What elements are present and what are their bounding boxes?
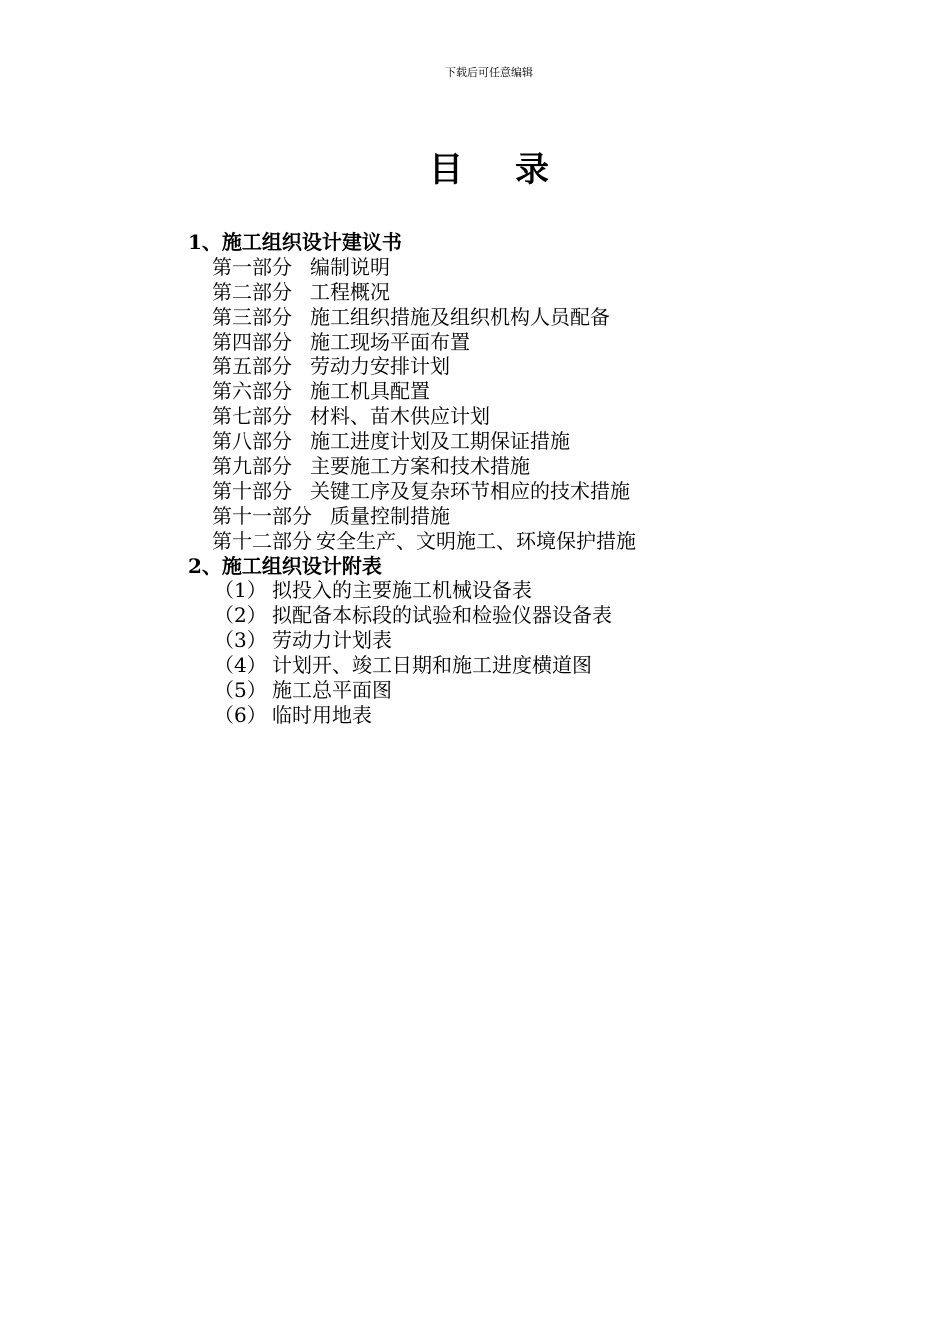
toc-item-text: 施工总平面图 — [272, 678, 392, 703]
toc-section-heading-1: 1、施工组织设计建议书 — [188, 230, 402, 254]
toc-item-text: 工程概况 — [310, 279, 390, 304]
toc-item-part-12 — [188, 529, 888, 554]
toc-item-label: 第七部分 — [212, 404, 292, 429]
toc-item-label: 第一部分 — [212, 254, 292, 279]
toc-item-label: （2） — [214, 603, 267, 628]
toc-item-text: 质量控制措施 — [330, 503, 450, 528]
toc-item-text: 主要施工方案和技术措施 — [310, 454, 530, 479]
toc-item-label: （6） — [214, 702, 267, 727]
toc-item-label: 第八部分 — [212, 429, 292, 454]
toc-item-label: 第五部分 — [212, 354, 292, 379]
toc-item-part-4 — [188, 330, 888, 355]
toc-item-part-3 — [188, 305, 888, 330]
toc-item-text: 编制说明 — [310, 254, 390, 279]
toc-item-table-1 — [188, 578, 888, 603]
toc-item-label: （5） — [214, 678, 267, 703]
toc-item-table-5 — [188, 678, 888, 703]
toc-item-text: 拟投入的主要施工机械设备表 — [272, 578, 532, 603]
toc-item-text: 劳动力安排计划 — [310, 354, 450, 379]
toc-item-part-7 — [188, 404, 888, 429]
toc-section-heading-2: 2、施工组织设计附表 — [188, 553, 382, 578]
toc-item-label: 第九部分 — [212, 454, 292, 479]
toc-item-label: （3） — [214, 628, 267, 653]
toc-item-text: 安全生产、文明施工、环境保护措施 — [316, 528, 636, 553]
toc-item-label: 第四部分 — [212, 329, 292, 354]
toc-item-label: 第六部分 — [212, 379, 292, 404]
toc-item-label: 第十部分 — [212, 478, 292, 503]
toc-item-label: （4） — [214, 653, 267, 678]
page-title: 目录 — [429, 150, 601, 190]
table-of-contents — [188, 230, 888, 728]
toc-item-text: 拟配备本标段的试验和检验仪器设备表 — [272, 603, 612, 628]
toc-item-label: （1） — [214, 578, 267, 603]
toc-item-text: 施工组织措施及组织机构人员配备 — [310, 304, 610, 329]
toc-item-table-4 — [188, 653, 888, 678]
toc-item-part-11 — [188, 504, 888, 529]
toc-item-table-2 — [188, 603, 888, 628]
toc-item-table-6 — [188, 703, 888, 728]
toc-item-part-1 — [188, 255, 888, 280]
toc-item-part-10 — [188, 479, 888, 504]
toc-item-part-6 — [188, 379, 888, 404]
toc-item-label: 第二部分 — [212, 279, 292, 304]
toc-item-part-9 — [188, 454, 888, 479]
toc-item-label: 第三部分 — [212, 304, 292, 329]
header-note: 下载后可任意编辑 — [445, 66, 533, 79]
toc-item-label: 第十一部分 — [212, 503, 312, 528]
toc-item-part-8 — [188, 429, 888, 454]
toc-item-text: 临时用地表 — [272, 702, 372, 727]
toc-item-text: 关键工序及复杂环节相应的技术措施 — [310, 478, 630, 503]
toc-item-part-2 — [188, 280, 888, 305]
toc-item-label: 第十二部分 — [212, 528, 312, 553]
toc-item-text: 劳动力计划表 — [272, 628, 392, 653]
toc-item-text: 材料、苗木供应计划 — [310, 404, 490, 429]
toc-item-text: 施工进度计划及工期保证措施 — [310, 429, 570, 454]
toc-item-table-3 — [188, 628, 888, 653]
toc-item-part-5 — [188, 354, 888, 379]
toc-item-text: 计划开、竣工日期和施工进度横道图 — [272, 653, 592, 678]
toc-item-text: 施工现场平面布置 — [310, 329, 470, 354]
toc-item-text: 施工机具配置 — [310, 379, 430, 404]
